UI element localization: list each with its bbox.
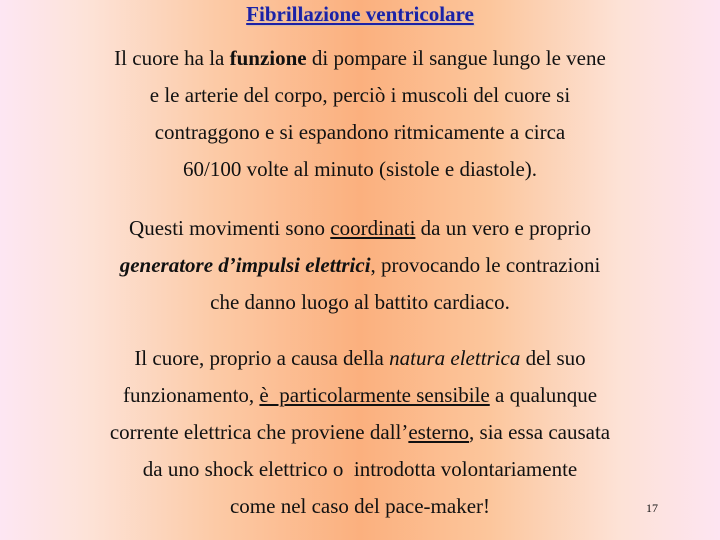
text-run: Il cuore ha la — [114, 46, 230, 70]
text-run: Questi movimenti sono — [129, 216, 331, 240]
underlined-sensibile: è particolarmente sensibile — [259, 383, 490, 407]
paragraph-electrical-sensitivity — [18, 340, 702, 525]
text-run: e le arterie del corpo, perciò i muscoli del cuore si — [149, 83, 571, 107]
text-run: del suo — [520, 346, 586, 370]
text-run: contraggono e si espandono ritmicamente a circa — [154, 120, 566, 144]
page-number: 17 — [646, 501, 658, 515]
underlined-esterno: esterno — [408, 420, 470, 444]
italic-natura-elettrica: natura elettrica — [389, 346, 521, 370]
underlined-coordinati: coordinati — [330, 216, 416, 240]
text-run: , provocando le contrazioni — [370, 253, 601, 277]
text-run: corrente elettrica che proviene dall’ — [109, 420, 409, 444]
text-run: Il cuore, proprio a causa della — [134, 346, 390, 370]
text-run: , sia essa causata — [469, 420, 611, 444]
text-run: da un vero e proprio — [415, 216, 591, 240]
emphasis-generatore: generatore d’impulsi elettrici — [119, 253, 371, 277]
text-run: che danno luogo al battito cardiaco. — [210, 290, 510, 314]
text-run: 60/100 volte al minuto (sistole e diastole). — [182, 157, 538, 181]
slide-title: Fibrillazione ventricolare — [246, 2, 474, 26]
text-run: come nel caso del pace-maker! — [229, 494, 491, 518]
text-run: a qualunque — [489, 383, 598, 407]
paragraph-heart-function — [18, 40, 702, 188]
text-run: da uno shock elettrico o introdotta volontariamente — [142, 457, 578, 481]
text-run: funzionamento, — [122, 383, 260, 407]
text-run: di pompare il sangue lungo le vene — [306, 46, 606, 70]
emphasis-funzione: funzione — [229, 46, 307, 70]
paragraph-impulse-generator — [18, 210, 702, 321]
